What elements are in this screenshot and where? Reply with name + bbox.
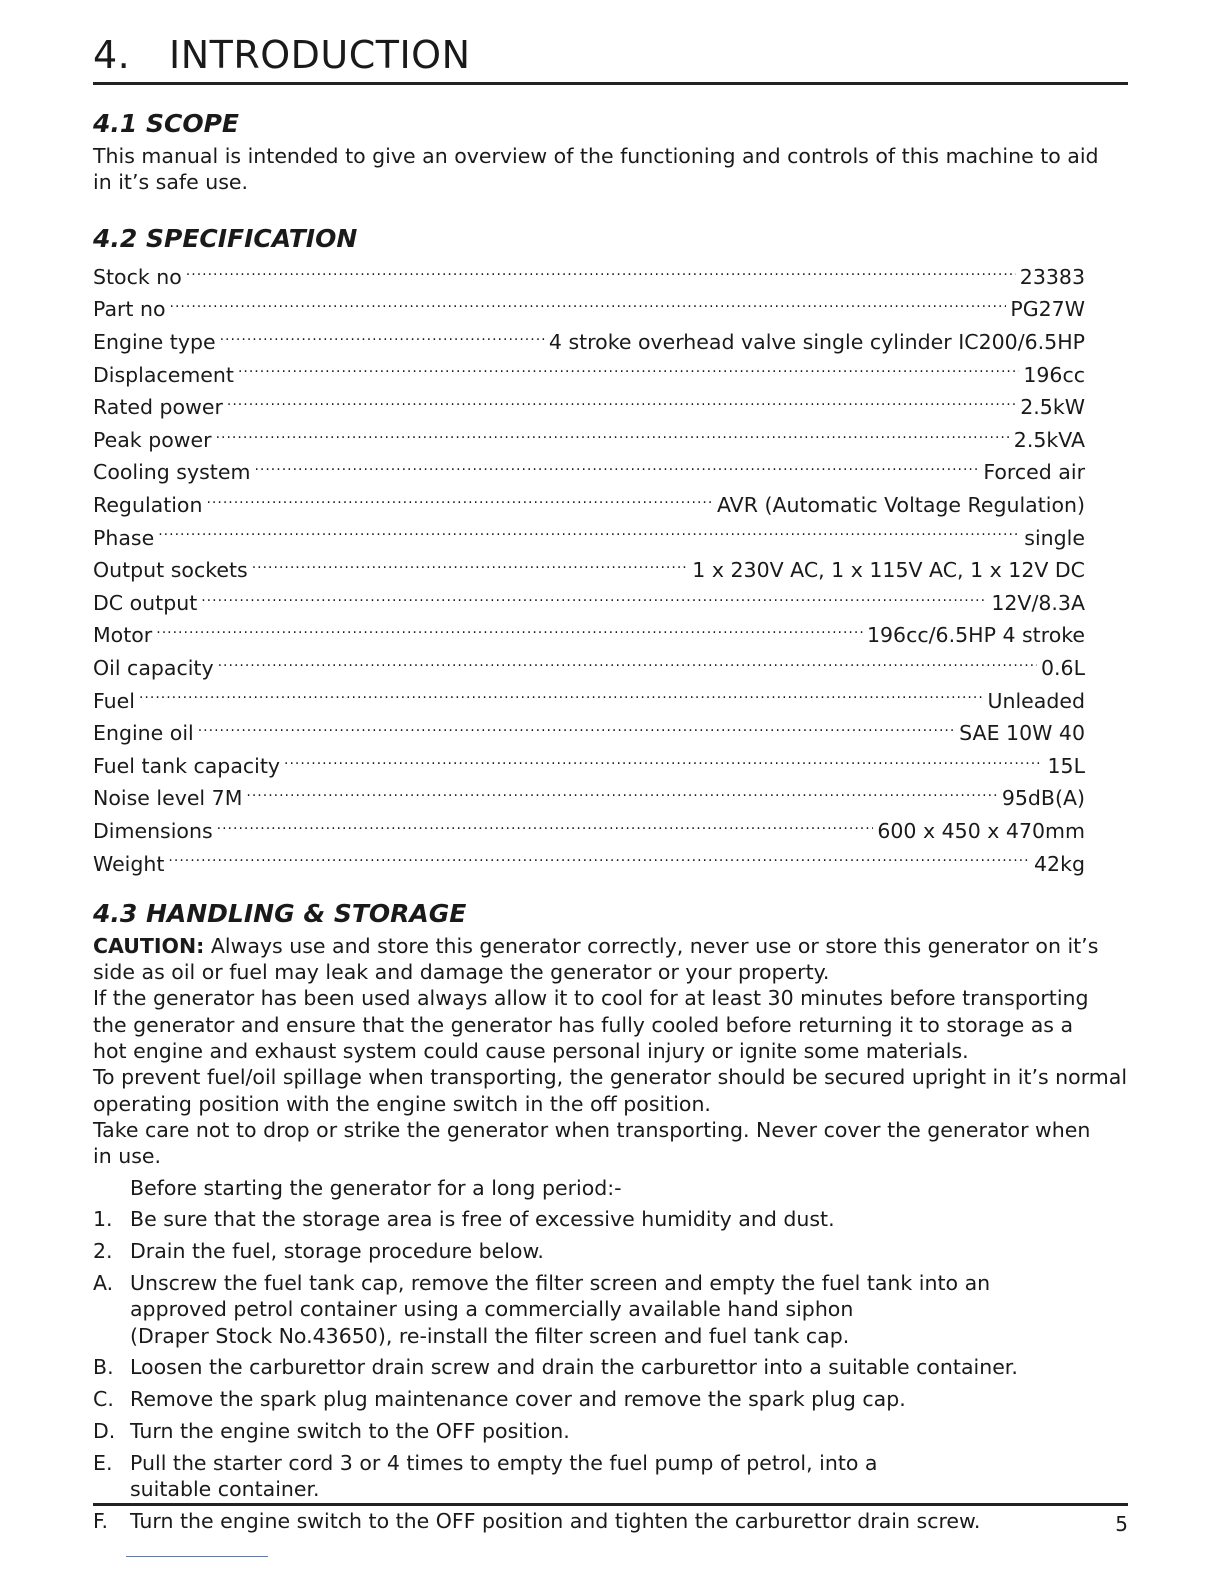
list-item — [93, 1450, 1128, 1503]
leader-dots — [218, 649, 1037, 675]
spec-value: 95dB(A) — [1001, 786, 1085, 811]
list-marker: C. — [93, 1387, 114, 1412]
leader-dots — [254, 453, 979, 479]
scope-heading: 4.1 SCOPE — [93, 109, 239, 138]
list-marker: E. — [93, 1450, 113, 1475]
spec-label: Dimensions — [93, 818, 213, 843]
leader-dots — [201, 584, 987, 610]
list-text: Drain the fuel, storage procedure below. — [130, 1239, 544, 1264]
leader-dots — [217, 812, 874, 838]
spec-value: SAE 10W 40 — [959, 721, 1085, 746]
spec-label: Fuel — [93, 688, 135, 713]
list-text: Loosen the carburettor drain screw and drain the carburettor into a suitable container. — [130, 1355, 1018, 1380]
spec-label: Cooling system — [93, 460, 251, 485]
spec-label: Weight — [93, 851, 165, 876]
divider-line — [126, 1556, 268, 1557]
cooling-paragraph: If the generator has been used always allow it to cool for at least 30 minutes before transporting the generator and ensure that the generator has fully cooled before returning it to storage as a hot engine and exhaust system could cause personal injury or ignite some materials. — [93, 986, 1089, 1064]
list-text: Be sure that the storage area is free of excessive humidity and dust. — [130, 1207, 835, 1232]
manual-page — [93, 30, 1128, 1540]
spec-value: 1 x 230V AC, 1 x 115V AC, 1 x 12V DC — [692, 558, 1085, 583]
spec-value: 2.5kW — [1020, 395, 1085, 420]
list-marker: A. — [93, 1270, 114, 1295]
scope-text: This manual is intended to give an overview of the functioning and controls of this machine to aid in it’s safe use. — [93, 144, 1099, 195]
spec-label: Engine type — [93, 330, 216, 355]
spec-label: Regulation — [93, 493, 203, 518]
spec-value: 23383 — [1019, 264, 1085, 289]
care-paragraph: Take care not to drop or strike the generator when transporting. Never cover the generator when in use. — [93, 1117, 1091, 1169]
leader-dots — [216, 421, 1010, 447]
leader-dots — [252, 551, 689, 577]
page-number: 5 — [1115, 1512, 1128, 1536]
list-marker: 1. — [93, 1207, 113, 1232]
spec-value: 12V/8.3A — [991, 590, 1085, 615]
spec-value: Forced air — [983, 460, 1085, 485]
list-item — [93, 1238, 1128, 1264]
spec-row-engine-oil — [93, 714, 1085, 747]
spec-row-fuel — [93, 681, 1085, 714]
spec-row-displacement — [93, 355, 1085, 388]
list-item — [93, 1354, 1128, 1380]
spec-value: AVR (Automatic Voltage Regulation) — [716, 493, 1085, 518]
list-text: Turn the engine switch to the OFF position and tighten the carburettor drain screw. — [130, 1508, 981, 1533]
list-text: Turn the engine switch to the OFF position. — [130, 1418, 570, 1443]
list-item — [93, 1206, 1128, 1232]
spec-row-rated-power — [93, 388, 1085, 421]
list-text-line: suitable container. — [130, 1477, 320, 1502]
spec-label: Displacement — [93, 362, 234, 387]
list-text — [130, 1270, 1128, 1349]
list-text: Remove the spark plug maintenance cover and remove the spark plug cap. — [130, 1387, 906, 1412]
spec-label: Peak power — [93, 427, 212, 452]
spec-value: 15L — [1047, 753, 1085, 778]
list-marker: B. — [93, 1355, 114, 1380]
spec-row-engine-type — [93, 323, 1085, 356]
storage-procedure-list — [93, 1206, 1128, 1534]
specification-heading: 4.2 SPECIFICATION — [93, 223, 358, 253]
spec-value: Unleaded — [987, 688, 1085, 713]
spec-value: 2.5kVA — [1013, 427, 1085, 452]
leader-dots — [284, 747, 1043, 773]
spec-row-noise-level — [93, 779, 1085, 812]
leader-dots — [168, 844, 1030, 870]
spec-row-output-sockets — [93, 551, 1085, 584]
list-text — [130, 1450, 1128, 1503]
list-intro: Before starting the generator for a long period:- — [130, 1175, 622, 1200]
list-text-line: Pull the starter cord 3 or 4 times to empty the fuel pump of petrol, into a — [130, 1450, 878, 1475]
leader-dots — [198, 714, 955, 740]
spec-row-part-no — [93, 290, 1085, 323]
spec-row-dc-output — [93, 584, 1085, 617]
spec-row-cooling-system — [93, 453, 1085, 486]
spec-row-phase — [93, 518, 1085, 551]
leader-dots — [158, 518, 1020, 544]
spec-label: Part no — [93, 297, 166, 322]
list-text-line: (Draper Stock No.43650), re-install the filter screen and fuel tank cap. — [130, 1323, 850, 1348]
spec-label: Oil capacity — [93, 656, 214, 681]
handling-heading: 4.3 HANDLING & STORAGE — [93, 898, 467, 928]
leader-dots — [156, 616, 863, 642]
spec-value: 600 x 450 x 470mm — [877, 818, 1085, 843]
spec-row-peak-power — [93, 421, 1085, 454]
spec-label: Noise level 7M — [93, 786, 243, 811]
spec-value: PG27W — [1010, 297, 1085, 322]
list-marker: 2. — [93, 1239, 113, 1264]
spec-label: Engine oil — [93, 721, 194, 746]
spec-label: Stock no — [93, 264, 182, 289]
caution-label: CAUTION: — [93, 933, 205, 958]
chapter-title-text: INTRODUCTION — [169, 33, 471, 77]
list-text-line: approved petrol container using a commercially available hand siphon — [130, 1297, 854, 1322]
spec-value: 196cc — [1023, 362, 1085, 387]
list-item — [93, 1386, 1128, 1412]
spec-label: Motor — [93, 623, 153, 648]
spec-value: 4 stroke overhead valve single cylinder IC200/6.5HP — [548, 330, 1085, 355]
spec-row-weight — [93, 844, 1085, 877]
spec-row-dimensions — [93, 812, 1085, 845]
spec-value: 196cc/6.5HP 4 stroke — [866, 623, 1085, 648]
caution-paragraph — [93, 933, 1123, 986]
list-text-line: Unscrew the fuel tank cap, remove the filter screen and empty the fuel tank into an — [130, 1270, 991, 1295]
leader-dots — [246, 779, 997, 805]
list-item — [93, 1508, 1128, 1534]
spec-row-oil-capacity — [93, 649, 1085, 682]
list-item — [93, 1270, 1128, 1349]
list-marker: D. — [93, 1418, 116, 1443]
spec-value: 42kg — [1034, 851, 1085, 876]
spec-label: Fuel tank capacity — [93, 753, 281, 778]
spec-label: Rated power — [93, 395, 223, 420]
leader-dots — [186, 258, 1016, 284]
spec-row-stock-no — [93, 258, 1085, 291]
leader-dots — [220, 323, 545, 349]
chapter-number: 4. — [93, 33, 131, 77]
spec-value: 0.6L — [1040, 656, 1085, 681]
spec-row-fuel-tank-capacity — [93, 747, 1085, 780]
leader-dots — [238, 355, 1019, 381]
spec-label: Phase — [93, 525, 155, 550]
leader-dots — [170, 290, 1007, 316]
list-marker: F. — [93, 1508, 109, 1533]
spec-label: DC output — [93, 590, 198, 615]
spec-row-motor — [93, 616, 1085, 649]
spec-row-regulation — [93, 486, 1085, 519]
list-item — [93, 1418, 1128, 1444]
specification-list — [93, 258, 1085, 877]
chapter-title — [93, 30, 1128, 85]
footer-rule — [93, 1503, 1128, 1506]
transport-paragraph: To prevent fuel/oil spillage when transporting, the generator should be secured upright in it’s normal operating position with the engine switch in the off position. — [93, 1065, 1128, 1116]
caution-text: Always use and store this generator correctly, never use or store this generator on it’s side as oil or fuel may leak and damage the generator or your property. — [93, 933, 1099, 985]
leader-dots — [227, 388, 1016, 414]
spec-label: Output sockets — [93, 558, 248, 583]
leader-dots — [206, 486, 713, 512]
leader-dots — [139, 681, 984, 707]
spec-value: single — [1024, 525, 1085, 550]
